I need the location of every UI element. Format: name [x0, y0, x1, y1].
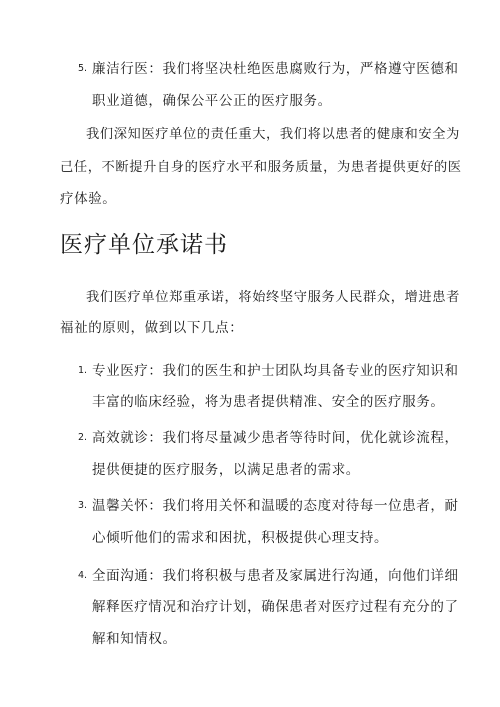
list-item-text: 高效就诊：我们将尽量减少患者等待时间，优化就诊流程，	[92, 430, 459, 446]
list-item-text: 解释医疗情况和治疗计划，确保患者对医疗过程有充分的了	[92, 599, 459, 615]
list-item-text: 职业道德，确保公平公正的医疗服务。	[92, 93, 332, 109]
list-item-number: 4.	[78, 570, 88, 581]
paragraph-line: 疗体验。	[60, 191, 117, 207]
paragraph-line: 己任，不断提升自身的医疗水平和服务质量，为患者提供更好的医	[60, 160, 462, 175]
list-item-text: 丰富的临床经验，将为患者提供精准、安全的医疗服务。	[92, 394, 445, 410]
list-item-text: 专业医疗：我们的医生和护士团队均具备专业的医疗知识和	[92, 363, 459, 379]
list-item-number: 2.	[78, 432, 88, 443]
paragraph-line: 我们医疗单位郑重承诺，将始终坚守服务人民群众，增进患者	[86, 290, 460, 305]
list-item-text: 全面沟通：我们将积极与患者及家属进行沟通，向他们详细	[92, 568, 459, 584]
paragraph-line: 福祉的原则，做到以下几点：	[60, 320, 244, 336]
paragraph-line: 我们深知医疗单位的责任重大，我们将以患者的健康和安全为	[86, 127, 460, 142]
list-item-text: 廉洁行医：我们将坚决杜绝医患腐败行为，严格遵守医德和	[92, 61, 459, 77]
list-item-number: 3.	[78, 500, 88, 511]
list-item-text: 温馨关怀：我们将用关怀和温暖的态度对待每一位患者，耐	[92, 498, 459, 514]
list-item-number: 1.	[78, 365, 88, 376]
list-item-text: 心倾听他们的需求和困扰，积极提供心理支持。	[92, 530, 389, 546]
list-item-number: 5.	[78, 63, 88, 74]
list-item-text: 解和知情权。	[92, 631, 177, 647]
section-title: 医疗单位承诺书	[60, 232, 228, 258]
list-item-text: 提供便捷的医疗服务，以满足患者的需求。	[92, 462, 360, 478]
